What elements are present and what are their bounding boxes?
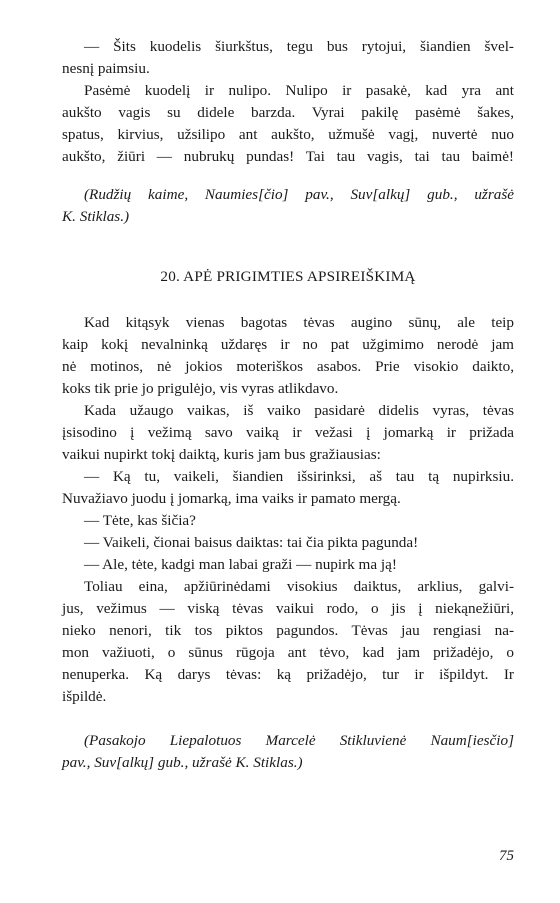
story-heading: 20. APĖ PRIGIMTIES APSIREIŠKIMĄ — [160, 268, 416, 285]
story-text — [62, 312, 514, 708]
text-line: Pasėmė kuodelį ir nulipo. Nulipo ir pasakė, kad yra ant — [84, 82, 514, 99]
dialogue-line: — Ką tu, vaikeli, šiandien išsirinksi, aš tau tą nupirksiu. — [84, 468, 514, 485]
page-number: 75 — [499, 848, 514, 864]
text-line: nieko nenori, tik tos piktos pagundos. Tėvas jau rengiasi na- — [62, 622, 514, 639]
text-line: — Šits kuodelis šiurkštus, tegu bus rytojui, šiandien švel- — [84, 38, 514, 55]
text-line: vaikui nupirkt tokį daiktą, kuris jam bus gražiausias: — [62, 446, 381, 463]
citation-line: (Rudžių kaime, Naumies[čio] pav., Suv[alkų] gub., užrašė — [84, 186, 514, 203]
text-line: mon važiuoti, o sūnus rūgoja ant tėvo, kad jam prižadėjo, o — [62, 644, 514, 661]
text-line: nė motinos, nė jokios moteriškos asabos. Prie visokio daikto, — [62, 358, 514, 375]
prev-story-citation — [62, 184, 514, 228]
text-line: kaip kokį nevalninką uždaręs ir no pat užgimimo nerodė jam — [62, 336, 514, 353]
citation-line: K. Stiklas.) — [62, 208, 130, 225]
dialogue-line: — Ale, tėte, kadgi man labai graži — nupirk ma ją! — [84, 556, 397, 573]
citation-line: (Pasakojo Liepalotuos Marcelė Stikluvienė Naum[iesčio] — [84, 732, 514, 749]
text-line: Toliau eina, apžiūrinėdami visokius daiktus, arklius, galvi- — [84, 578, 514, 595]
citation-line: pav., Suv[alkų] gub., užrašė K. Stiklas.) — [62, 754, 303, 771]
text-line: aukšto, žiūri — nubrukų pundas! Tai tau vagis, tai tau baimė! — [62, 148, 514, 165]
prev-story-text — [62, 36, 514, 168]
text-line: Kada užaugo vaikas, iš vaiko pasidarė didelis vyras, tėvas — [84, 402, 514, 419]
text-line: jus, vežimus — viską tėvas vaikui rodo, o jis į niekąnežiūri, — [62, 600, 514, 617]
text-line: išpildė. — [62, 688, 107, 705]
text-line: Nuvažiavo juodu į jomarką, ima vaiks ir pamato mergą. — [62, 490, 401, 507]
story-citation — [62, 730, 514, 774]
text-line: aukšto vagis su didele barzda. Vyrai pakilę pasėmė šakes, — [62, 104, 514, 121]
text-line: nenuperka. Ką darys tėvas: ką prižadėjo, tur ir išpildyt. Ir — [62, 666, 514, 683]
text-line: nesnį paimsiu. — [62, 60, 150, 77]
text-line: spatus, kirvius, užsilipo ant aukšto, užmušė vagį, nuvertė nuo — [62, 126, 514, 143]
dialogue-line: — Tėte, kas šičia? — [84, 512, 196, 529]
book-page — [62, 36, 514, 774]
dialogue-line: — Vaikeli, čionai baisus daiktas: tai čia pikta pagunda! — [84, 534, 419, 551]
text-line: įsisodino į vežimą savo vaiką ir vežasi į jomarką ir prižada — [62, 424, 514, 441]
text-line: Kad kitąsyk vienas bagotas tėvas augino sūnų, ale teip — [84, 314, 514, 331]
text-line: koks tik prie jo prigulėjo, vis vyras atlikdavo. — [62, 380, 339, 397]
